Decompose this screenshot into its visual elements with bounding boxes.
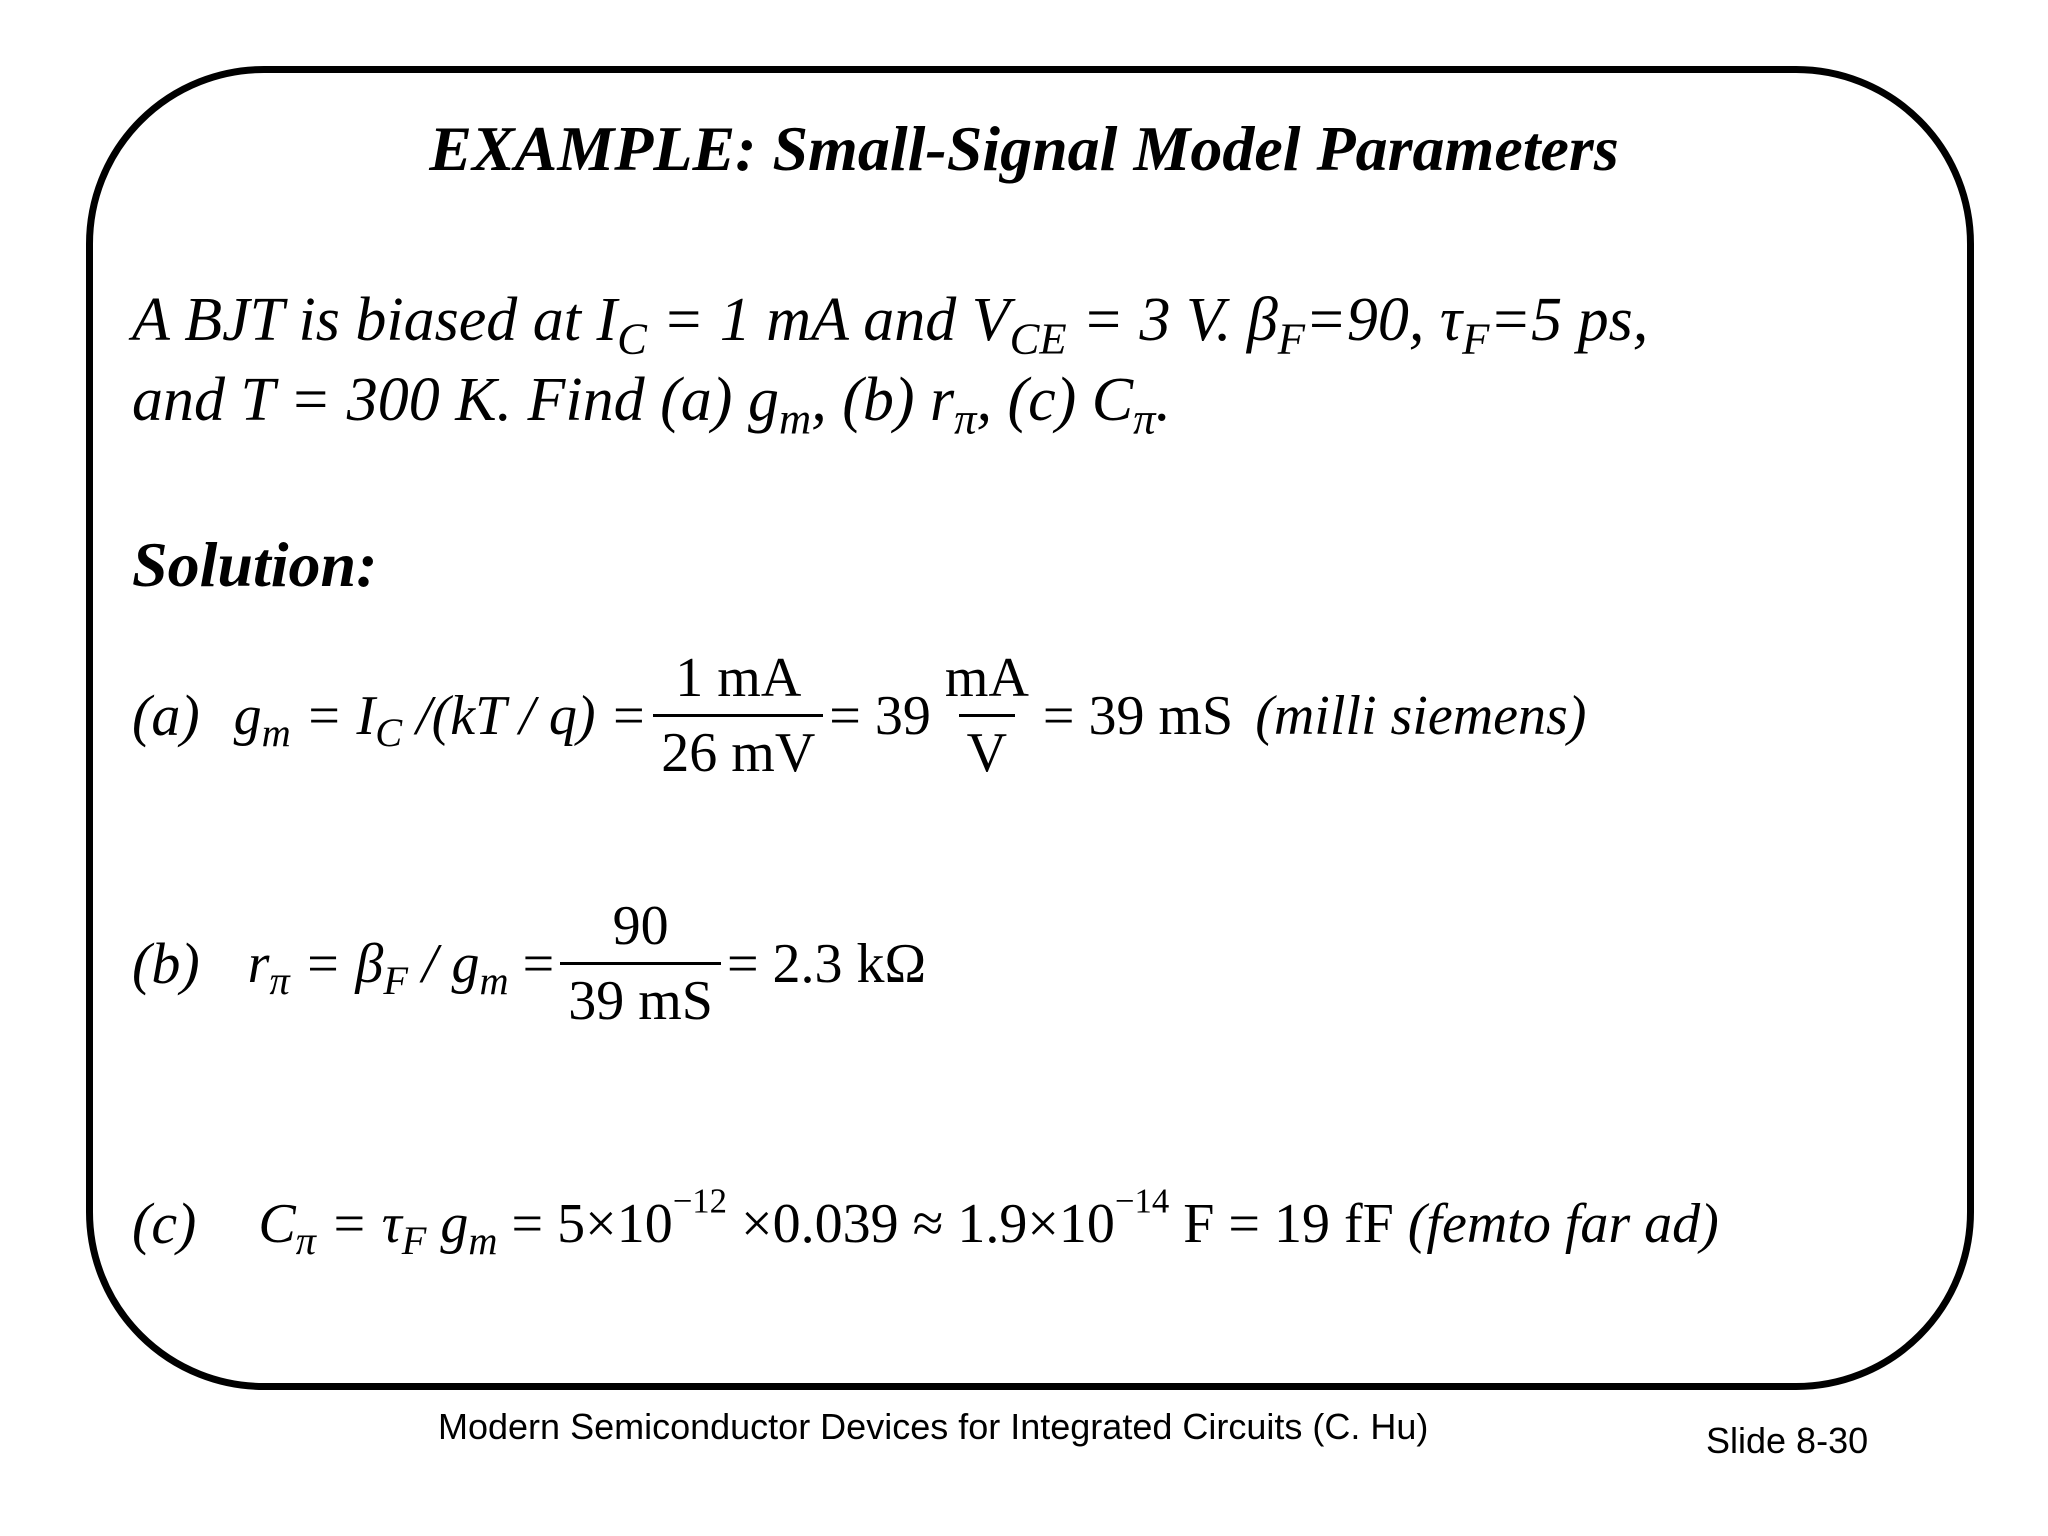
equation-b-label: (b) xyxy=(132,931,200,996)
equation-a: (a) $g_m = I_C$ /(kT / q) = $\frac{1 mA}{26 mV}$ = 39 $\frac{mA}{V}$ = 39 mS (milli siemens) xyxy=(132,647,1587,784)
equation-b: (b) $r_\pi = \beta_F / g_m$ = $\frac{90}{39 mS}$ = 2.3 kΩ xyxy=(132,895,927,1032)
equation-c-label: (c) xyxy=(132,1191,197,1256)
slide-number: Slide 8-30 xyxy=(1706,1420,1869,1461)
solution-heading: Solution: xyxy=(132,529,378,600)
slide-title: EXAMPLE: Small-Signal Model Parameters xyxy=(429,113,1619,184)
equation-c-note: (femto far ad) xyxy=(1407,1192,1719,1255)
fraction-90-over-39mS: $\frac{90}{39 mS}$ xyxy=(560,898,721,1029)
fraction-1mA-over-26mV: $\frac{1 mA}{26 mV}$ xyxy=(653,650,823,781)
equation-a-label: (a) xyxy=(132,683,200,748)
footer-reference: Modern Semiconductor Devices for Integrated Circuits (C. Hu) xyxy=(438,1406,1429,1447)
fraction-mA-over-V: $\frac{mA}{V}$ xyxy=(944,647,1029,784)
problem-statement-line-2: and T = 300 K. Find (a) $g_m$, (b) $r_\pi$, (c) $C_\pi$. xyxy=(132,366,1171,444)
equation-a-note: (milli siemens) xyxy=(1255,684,1587,747)
equation-c: (c) $C_\pi = \tau_F$ $g_m = 5\times 10^{-12} \times 0.039 \approx 1.9\times 10^{-14}$ F = 19 fF (femto far ad) xyxy=(132,1181,1719,1263)
problem-statement-line-1: A BJT is biased at $I_C = 1$ mA and $V_{CE} = 3$ V. $\beta_F=90$, $\tau_F=5$ ps, xyxy=(132,286,1649,364)
